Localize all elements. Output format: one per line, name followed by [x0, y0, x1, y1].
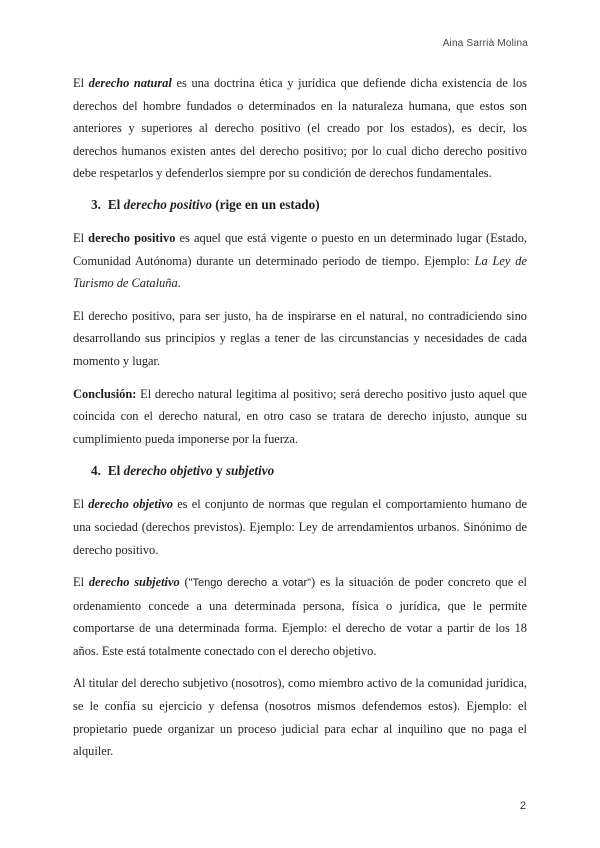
heading-derecho-positivo	[73, 194, 527, 216]
text-run: (	[179, 575, 189, 590]
page-header-author: Aina Sarrià Molina	[442, 38, 528, 49]
text-run: El	[73, 497, 89, 512]
text-run: .	[177, 276, 181, 291]
text-run: es una doctrina ética y jurídica que defiende dicha existencia de los derechos del hombre fundados o determinados en la naturaleza humana, que estos son anteriores y superiores al derecho positivo (el creado por los estados), es decir, los derechos humanos existen antes del derecho positivo; por lo cual dicho derecho positivo debe respetarlos y defenderlos siempre por su condición de derechos fundamentales.	[73, 76, 527, 181]
term-derecho-natural: derecho natural	[88, 76, 172, 90]
text-run: El derecho positivo, para ser justo, ha de inspirarse en el natural, no contradiciendo sino desarrollando sus principios y reglas a tener de las circunstancias y necesidades de cada momento y lugar.	[73, 308, 527, 368]
heading-term: derecho objetivo	[123, 463, 213, 479]
document-body	[73, 72, 527, 773]
heading-term: subjetivo	[225, 463, 275, 479]
label-conclusion: Conclusión:	[73, 386, 137, 401]
paragraph-derecho-subjetivo	[73, 571, 527, 662]
heading-objetivo-subjetivo	[73, 460, 527, 482]
text-run: El	[73, 575, 89, 590]
heading-text: El	[107, 463, 124, 479]
heading-text: (rige en un estado)	[211, 196, 320, 212]
heading-number: 4.	[91, 463, 101, 479]
term-derecho-subjetivo: derecho subjetivo	[88, 575, 180, 590]
heading-text: y	[212, 463, 226, 479]
heading-term: derecho positivo	[123, 196, 212, 212]
paragraph-titular	[73, 672, 527, 762]
text-run: El	[73, 76, 89, 90]
term-derecho-objetivo: derecho objetivo	[88, 497, 173, 512]
heading-text: El	[107, 196, 124, 212]
text-run: es aquel que está vigente o puesto en un determinado lugar (Estado, Comunidad Autónoma) durante un determinado periodo de tiempo. Ejemplo:	[73, 230, 527, 268]
text-run: ) es la situación de poder concreto que el ordenamiento concede a una determinada persona, física o jurídica, que le permite comportarse de una determinada forma. Ejemplo: el derecho de votar a partir de los 18 años. Este está totalmente conectado con el derecho objetivo.	[73, 575, 527, 658]
paragraph-derecho-positivo-justo	[73, 305, 527, 373]
paragraph-derecho-positivo-def	[73, 227, 527, 295]
text-run: es el conjunto de normas que regulan el comportamiento humano de una sociedad (derechos previstos). Ejemplo: Ley de arrendamientos urbanos. Sinónimo de derecho positivo.	[73, 497, 527, 557]
term-derecho-positivo: derecho positivo	[88, 230, 176, 245]
example-ley-turismo: La Ley de Turismo de Cataluña	[73, 253, 527, 291]
heading-number: 3.	[91, 196, 101, 212]
text-run: Al titular del derecho subjetivo (nosotros), como miembro activo de la comunidad jurídica, se le confía su ejercicio y defensa (nosotros mismos defendemos estos). Ejemplo: el propietario puede organizar un proceso judicial para echar al inquilino que no paga el alquiler.	[73, 676, 527, 759]
paragraph-conclusion	[73, 383, 527, 451]
text-run: El	[73, 230, 89, 245]
page-number: 2	[519, 800, 526, 812]
text-run: El derecho natural legitima al positivo; será derecho positivo justo aquel que coincida con el derecho natural, en otro caso se tratara de derecho injusto, aunque su cumplimiento pueda imponerse por la fuerza.	[73, 386, 527, 446]
quote-votar: "Tengo derecho a votar"	[188, 577, 312, 590]
paragraph-derecho-natural	[73, 72, 527, 185]
paragraph-derecho-objetivo	[73, 493, 527, 561]
